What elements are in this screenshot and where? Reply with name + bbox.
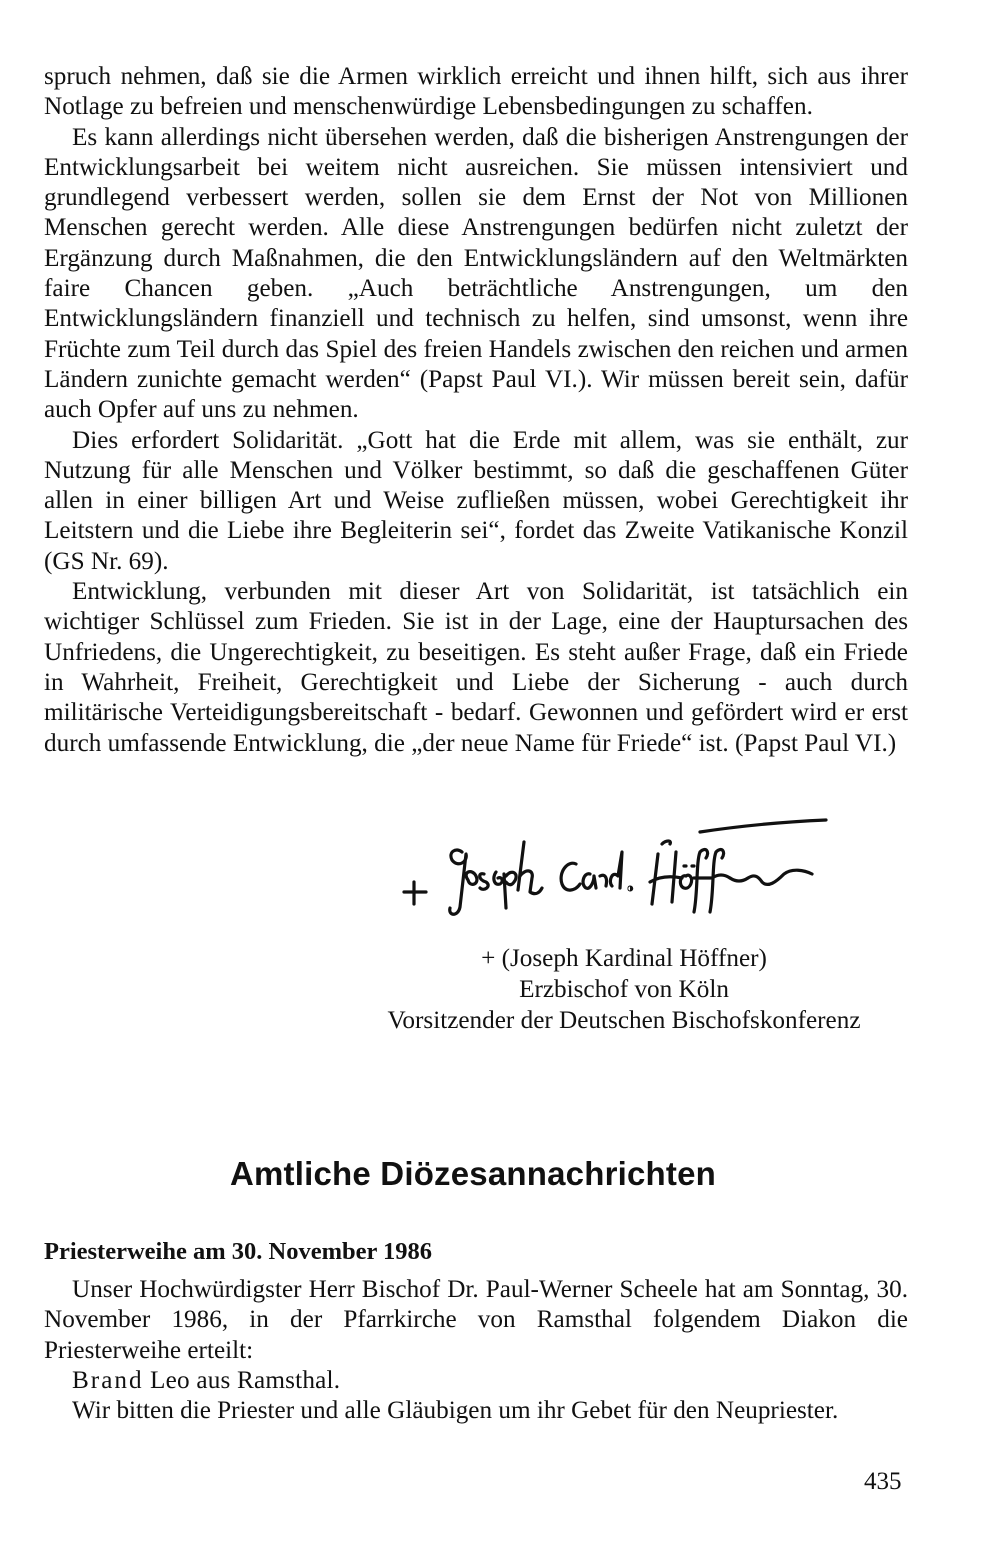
main-text <box>44 62 908 759</box>
handwritten-signature <box>400 812 910 922</box>
signatory-office: Vorsitzender der Deutschen Bischofskonferenz <box>387 1006 861 1034</box>
notice-paragraph-1: Unser Hochwürdigster Herr Bischof Dr. Paul-Werner Scheele hat am Sonntag, 30. November 1986, in der Pfarrkirche von Ramsthal folgendem Diakon die Priesterweihe erteilt: <box>44 1276 908 1364</box>
paragraph-4: Entwicklung, verbunden mit dieser Art von Solidarität, ist tatsächlich ein wichtiger Schlüssel zum Frieden. Sie ist in der Lage, eine der Hauptursachen des Unfriedens, die Ungerechtigkeit, zu beseitigen. Es steht außer Frage, daß ein Friede in Wahrheit, Freiheit, Gerechtigkeit und Liebe der Sicherung - auch durch militärische Verteidigungsbereitschaft - bedarf. Gewonnen und gefördert wird er erst durch umfassende Entwicklung, die „der neue Name für Friede“ ist. (Papst Paul VI.) <box>44 578 908 757</box>
notice-body <box>44 1275 908 1426</box>
notice-paragraph-2: Wir bitten die Priester und alle Gläubigen um ihr Gebet für den Neupriester. <box>72 1397 839 1425</box>
notice-heading: Priesterweihe am 30. November 1986 <box>44 1238 433 1265</box>
signatory-title: Erzbischof von Köln <box>519 975 729 1003</box>
paragraph-3: Dies erfordert Solidarität. „Gott hat die Erde mit allem, was sie enthält, zur Nutzung für alle Menschen und Völker bestimmt, so daß die geschaffenen Güter allen in einer billigen Art und Weise zufließen müssen, wobei Gerechtigkeit ihr Leitstern und die Liebe ihre Begleiterin sei“, fordet das Zweite Vatikanische Konzil (GS Nr. 69). <box>44 426 908 575</box>
ordinand-surname: Brand <box>72 1366 144 1394</box>
ordinand-rest: Leo aus Ramsthal. <box>143 1366 341 1394</box>
paragraph-2: Es kann allerdings nicht übersehen werden, daß die bisherigen Anstrengungen der Entwicklungsarbeit bei weitem nicht ausreichen. Sie müssen intensiviert und grundlegend verbessert werden, sollen sie dem Ernst der Not von Millionen Menschen gerecht werden. Alle diese Anstrengungen bedürfen nicht zuletzt der Ergänzung durch Maßnahmen, die den Entwicklungsländern auf den Weltmärkten faire Chancen geben. „Auch beträchtliche Anstrengungen, um den Entwicklungsländern finanziell und technisch zu helfen, sind umsonst, wenn ihre Früchte zum Teil durch das Spiel des freien Handels zwischen den reichen und armen Ländern zunichte gemacht werden“ (Papst Paul VI.). Wir müssen bereit sein, dafür auch Opfer auf uns zu nehmen. <box>44 123 908 424</box>
section-heading: Amtliche Diözesannachrichten <box>229 1155 717 1192</box>
signature-text <box>340 944 908 1036</box>
signatory-name: + (Joseph Kardinal Höffner) <box>481 945 767 972</box>
paragraph-1: spruch nehmen, daß sie die Armen wirklich erreicht und ihnen hilft, sich aus ihrer Notlage zu befreien und menschenwürdige Lebensbedingungen zu schaffen. <box>44 63 908 121</box>
ordinand-line <box>44 1366 908 1396</box>
page-number: 435 <box>864 1468 902 1495</box>
